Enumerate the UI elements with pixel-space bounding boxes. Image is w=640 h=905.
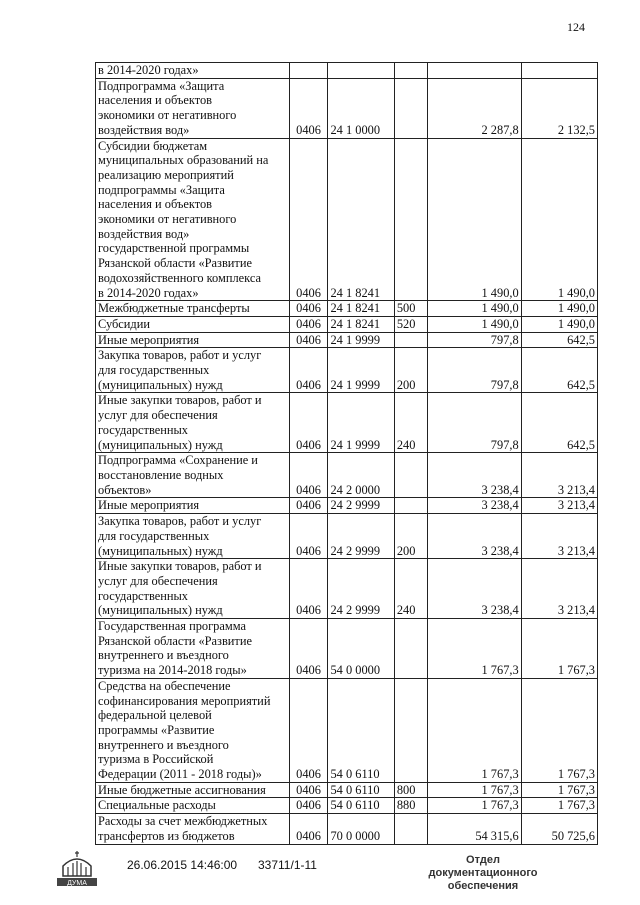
row-target-code: 70 0 0000 xyxy=(328,814,394,844)
table-row xyxy=(96,301,598,317)
row-sum-executed: 1 767,3 xyxy=(521,678,597,782)
row-name: Закупка товаров, работ и услуг для государственных (муниципальных) нужд xyxy=(96,514,290,559)
row-target-code: 24 1 9999 xyxy=(328,393,394,453)
row-target-code: 54 0 6110 xyxy=(328,782,394,798)
row-expense-type: 500 xyxy=(394,301,427,317)
row-expense-type: 880 xyxy=(394,798,427,814)
row-name: Субсидии бюджетам муниципальных образований на реализацию мероприятий подпрограммы «Защита населения и объектов экономики от негативного воздействия вод» государственной программы Рязанской области «Развитие водохозяйственного комплекса в 2014-2020 годах» xyxy=(96,138,290,301)
row-expense-type: 520 xyxy=(394,316,427,332)
row-section-code: 0406 xyxy=(289,619,328,679)
row-expense-type: 800 xyxy=(394,782,427,798)
row-section-code: 0406 xyxy=(289,348,328,393)
table-row xyxy=(96,63,598,79)
row-sum-executed: 50 725,6 xyxy=(521,814,597,844)
row-sum-2015: 797,8 xyxy=(427,332,521,348)
row-sum-executed: 3 213,4 xyxy=(521,514,597,559)
row-sum-executed: 1 767,3 xyxy=(521,798,597,814)
row-name: в 2014-2020 годах» xyxy=(96,63,290,79)
row-name: Иные мероприятия xyxy=(96,332,290,348)
row-sum-2015: 1 490,0 xyxy=(427,138,521,301)
row-section-code: 0406 xyxy=(289,393,328,453)
row-target-code: 24 1 8241 xyxy=(328,316,394,332)
table-row xyxy=(96,814,598,844)
row-sum-2015: 797,8 xyxy=(427,348,521,393)
table-row xyxy=(96,514,598,559)
footer-doc-code: 33711/1-11 xyxy=(258,858,317,872)
row-section-code xyxy=(289,63,328,79)
row-target-code: 24 1 8241 xyxy=(328,301,394,317)
row-expense-type: 240 xyxy=(394,393,427,453)
row-sum-2015: 1 490,0 xyxy=(427,301,521,317)
row-section-code: 0406 xyxy=(289,332,328,348)
row-target-code: 24 2 9999 xyxy=(328,559,394,619)
row-expense-type: 240 xyxy=(394,559,427,619)
row-expense-type xyxy=(394,332,427,348)
logo-text: ДУМА xyxy=(67,880,87,887)
row-sum-2015 xyxy=(427,63,521,79)
row-sum-executed: 642,5 xyxy=(521,393,597,453)
row-expense-type xyxy=(394,814,427,844)
row-target-code: 24 2 0000 xyxy=(328,453,394,498)
footer-datetime: 26.06.2015 14:46:00 xyxy=(127,858,238,872)
row-name: Иные закупки товаров, работ и услуг для обеспечения государственных (муниципальных) нужд xyxy=(96,559,290,619)
row-sum-2015: 1 767,3 xyxy=(427,678,521,782)
row-expense-type xyxy=(394,138,427,301)
row-section-code: 0406 xyxy=(289,78,328,138)
table-row xyxy=(96,138,598,301)
table-row xyxy=(96,498,598,514)
row-section-code: 0406 xyxy=(289,301,328,317)
row-name: Субсидии xyxy=(96,316,290,332)
row-name: Подпрограмма «Защита населения и объектов экономики от негативного воздействия вод» xyxy=(96,78,290,138)
row-sum-executed: 1 767,3 xyxy=(521,782,597,798)
row-name: Средства на обеспечение софинансирования мероприятий федеральной целевой программы «Развитие внутреннего и въездного туризма в Российской Федерации (2011 - 2018 годы)» xyxy=(96,678,290,782)
row-target-code: 24 1 8241 xyxy=(328,138,394,301)
row-section-code: 0406 xyxy=(289,782,328,798)
row-expense-type xyxy=(394,619,427,679)
row-sum-2015: 2 287,8 xyxy=(427,78,521,138)
row-sum-2015: 3 238,4 xyxy=(427,559,521,619)
page-footer xyxy=(0,848,640,898)
footer-department-stamp: Отдел документационного обеспечения xyxy=(428,854,538,892)
row-sum-2015: 3 238,4 xyxy=(427,453,521,498)
table-row xyxy=(96,619,598,679)
row-expense-type xyxy=(394,498,427,514)
row-sum-2015: 3 238,4 xyxy=(427,514,521,559)
page-number: 124 xyxy=(567,20,585,34)
row-target-code xyxy=(328,63,394,79)
row-section-code: 0406 xyxy=(289,559,328,619)
row-target-code: 24 1 0000 xyxy=(328,78,394,138)
row-target-code: 54 0 6110 xyxy=(328,798,394,814)
budget-table-body xyxy=(96,63,598,845)
row-target-code: 24 1 9999 xyxy=(328,348,394,393)
table-row xyxy=(96,559,598,619)
row-sum-2015: 1 767,3 xyxy=(427,798,521,814)
row-target-code: 54 0 0000 xyxy=(328,619,394,679)
row-section-code: 0406 xyxy=(289,453,328,498)
row-name: Закупка товаров, работ и услуг для государственных (муниципальных) нужд xyxy=(96,348,290,393)
row-sum-2015: 54 315,6 xyxy=(427,814,521,844)
row-expense-type xyxy=(394,78,427,138)
row-expense-type: 200 xyxy=(394,514,427,559)
row-name: Специальные расходы xyxy=(96,798,290,814)
row-target-code: 24 1 9999 xyxy=(328,332,394,348)
row-name: Государственная программа Рязанской области «Развитие внутреннего и въездного туризма на 2014-2018 годы» xyxy=(96,619,290,679)
row-target-code: 24 2 9999 xyxy=(328,498,394,514)
row-sum-executed: 1 490,0 xyxy=(521,316,597,332)
row-name: Межбюджетные трансферты xyxy=(96,301,290,317)
row-sum-executed: 1 767,3 xyxy=(521,619,597,679)
row-sum-executed: 2 132,5 xyxy=(521,78,597,138)
row-name: Иные закупки товаров, работ и услуг для обеспечения государственных (муниципальных) нужд xyxy=(96,393,290,453)
row-expense-type xyxy=(394,63,427,79)
row-name: Подпрограмма «Сохранение и восстановление водных объектов» xyxy=(96,453,290,498)
row-section-code: 0406 xyxy=(289,514,328,559)
budget-table xyxy=(95,62,598,845)
row-expense-type: 200 xyxy=(394,348,427,393)
row-section-code: 0406 xyxy=(289,316,328,332)
row-name: Расходы за счет межбюджетных трансфертов из бюджетов xyxy=(96,814,290,844)
row-sum-executed: 1 490,0 xyxy=(521,138,597,301)
table-row xyxy=(96,78,598,138)
row-section-code: 0406 xyxy=(289,138,328,301)
row-target-code: 54 0 6110 xyxy=(328,678,394,782)
row-name: Иные мероприятия xyxy=(96,498,290,514)
row-sum-executed: 3 213,4 xyxy=(521,453,597,498)
row-sum-executed xyxy=(521,63,597,79)
row-section-code: 0406 xyxy=(289,678,328,782)
row-sum-2015: 1 767,3 xyxy=(427,782,521,798)
table-row xyxy=(96,798,598,814)
row-sum-2015: 3 238,4 xyxy=(427,498,521,514)
table-row xyxy=(96,348,598,393)
duma-logo-icon xyxy=(55,848,99,888)
row-section-code: 0406 xyxy=(289,814,328,844)
row-sum-2015: 797,8 xyxy=(427,393,521,453)
table-row xyxy=(96,332,598,348)
row-expense-type xyxy=(394,453,427,498)
row-target-code: 24 2 9999 xyxy=(328,514,394,559)
row-sum-executed: 3 213,4 xyxy=(521,559,597,619)
row-sum-2015: 1 767,3 xyxy=(427,619,521,679)
row-sum-2015: 1 490,0 xyxy=(427,316,521,332)
row-section-code: 0406 xyxy=(289,798,328,814)
row-name: Иные бюджетные ассигнования xyxy=(96,782,290,798)
row-sum-executed: 1 490,0 xyxy=(521,301,597,317)
row-sum-executed: 642,5 xyxy=(521,332,597,348)
table-row xyxy=(96,678,598,782)
row-section-code: 0406 xyxy=(289,498,328,514)
row-expense-type xyxy=(394,678,427,782)
table-row xyxy=(96,316,598,332)
table-row xyxy=(96,453,598,498)
table-row xyxy=(96,393,598,453)
row-sum-executed: 642,5 xyxy=(521,348,597,393)
row-sum-executed: 3 213,4 xyxy=(521,498,597,514)
table-row xyxy=(96,782,598,798)
